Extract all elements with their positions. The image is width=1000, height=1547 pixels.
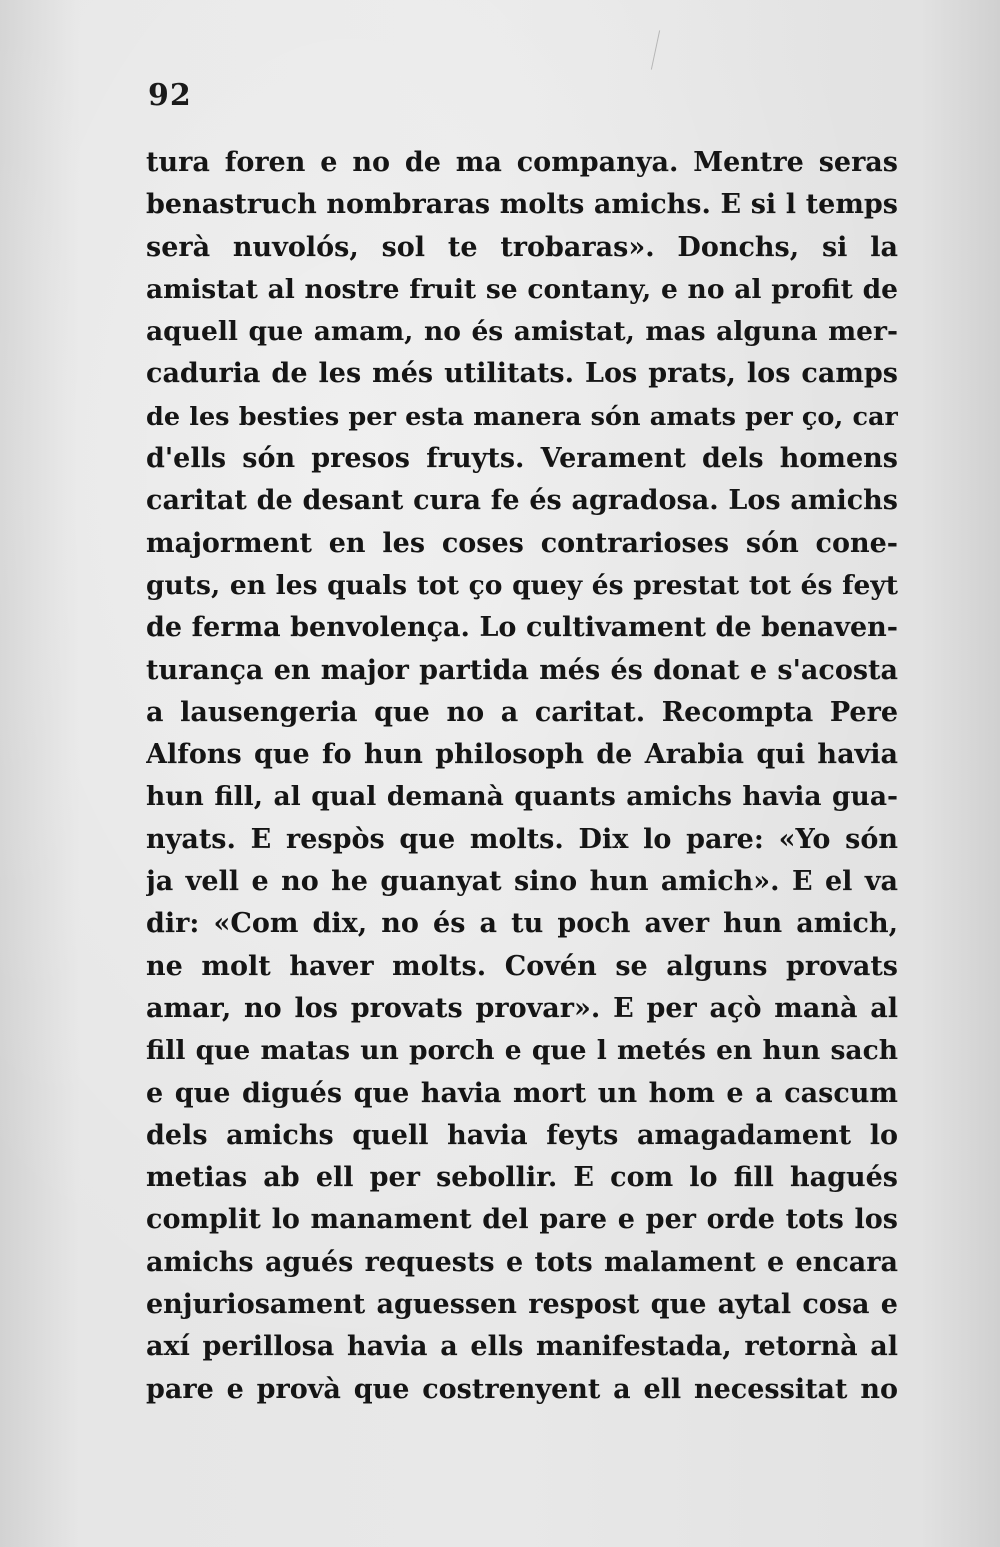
text-line: d'ells són presos fruyts. Verament dels homens [146, 443, 898, 475]
text-line: nyats. E respòs que molts. Dix lo pare: «Yo són [146, 823, 898, 855]
text-line: complit lo manament del pare e per orde tots los [146, 1204, 898, 1236]
text-line: caritat de desant cura fe és agradosa. Los amichs [146, 485, 898, 517]
text-line: axí perillosa havia a ells manifestada, retornà al [146, 1331, 898, 1363]
text-line: ne molt haver molts. Covén se alguns provats [146, 950, 898, 982]
text-line: Alfons que fo hun philosoph de Arabia qui havia [146, 739, 898, 771]
text-line: amistat al nostre fruit se contany, e no al profit de [146, 273, 898, 305]
text-line: dir: «Com dix, no és a tu poch aver hun amich, [146, 908, 898, 940]
text-line: pare e provà que costrenyent a ell necessitat no [146, 1373, 898, 1405]
text-line: caduria de les més utilitats. Los prats, los camps [146, 358, 898, 390]
text-line: e que digués que havia mort un hom e a cascum [146, 1077, 898, 1109]
text-line: benastruch nombraras molts amichs. E si l temps [146, 189, 898, 221]
text-line: serà nuvolós, sol te trobaras». Donchs, si la [146, 231, 898, 263]
text-line: enjuriosament aguessen respost que aytal cosa e [146, 1289, 898, 1321]
text-line: de ferma benvolença. Lo cultivament de benaven- [146, 612, 898, 644]
text-line: amichs agués requests e tots malament e encara [146, 1246, 898, 1278]
text-line: majorment en les coses contrarioses són cone- [146, 527, 898, 559]
text-line: dels amichs quell havia feyts amagadament lo [146, 1119, 898, 1151]
text-line: hun fill, al qual demanà quants amichs havia gua- [146, 781, 898, 813]
text-line: ja vell e no he guanyat sino hun amich». E el va [146, 866, 898, 898]
text-line: guts, en les quals tot ço quey és prestat tot és feyt [146, 569, 898, 601]
text-line: amar, no los provats provar». E per açò manà al [146, 992, 898, 1024]
page-number: 92 [148, 78, 192, 113]
text-line: tura foren e no de ma companya. Mentre seras [146, 147, 898, 178]
text-line: de les besties per esta manera són amats per ço, car [146, 401, 898, 432]
text-line: aquell que amam, no és amistat, mas alguna mer- [146, 316, 898, 348]
text-line: turança en major partida més és donat e s'acosta [146, 654, 898, 686]
paper-crease [651, 30, 660, 69]
body-text [146, 142, 898, 1411]
text-line: a lausengeria que no a caritat. Recompta Pere [146, 696, 898, 728]
text-line: metias ab ell per sebollir. E com lo fill hagués [146, 1162, 898, 1194]
text-line: fill que matas un porch e que l metés en hun sach [146, 1035, 898, 1067]
